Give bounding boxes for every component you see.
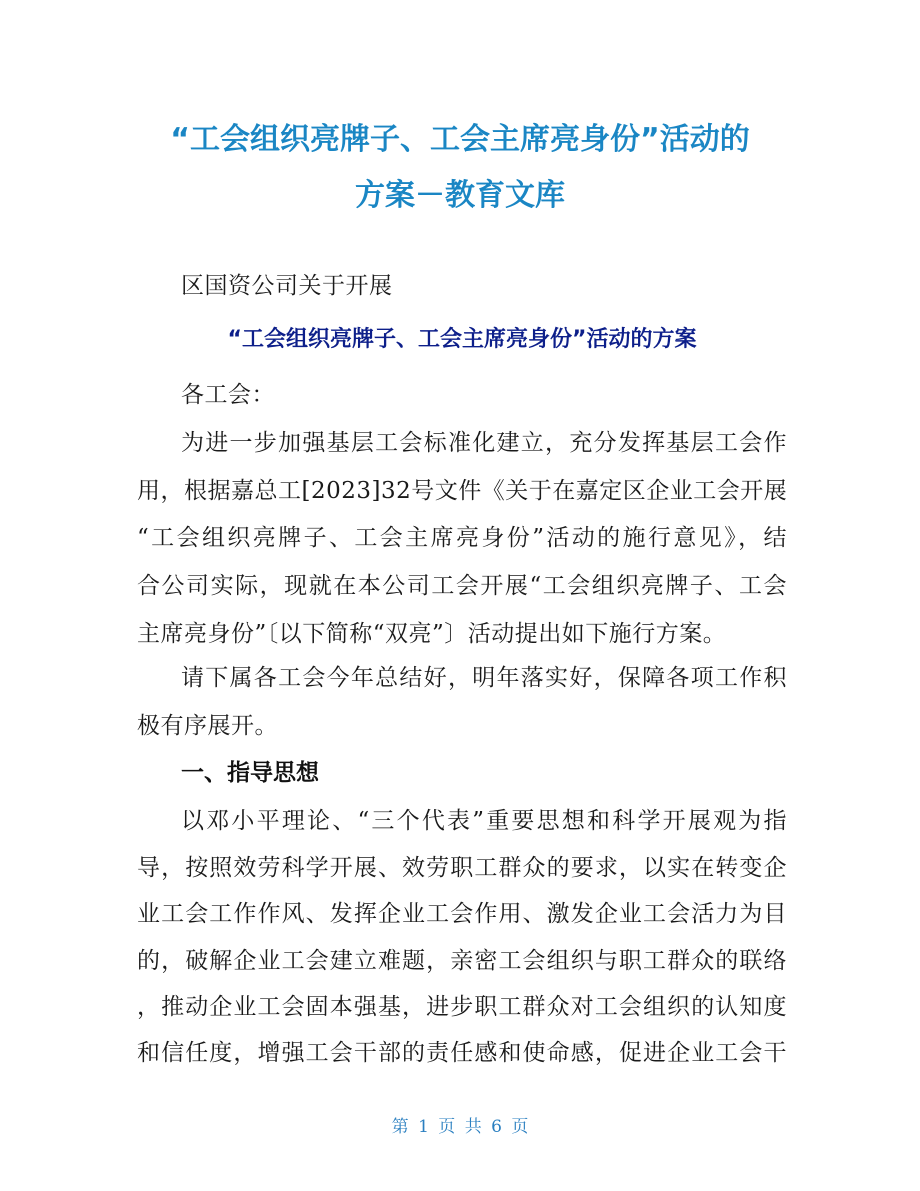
document-subtitle: “工会组织亮牌子、工会主席亮身份”活动的方案 xyxy=(227,327,697,352)
paragraph-3-line: 以邓小平理论、“三个代表”重要思想和科学开展观为指 xyxy=(181,808,787,834)
page-number-footer: 第 1 页 共 6 页 xyxy=(391,1117,529,1137)
document-title-line-1: “工会组织亮牌子、工会主席亮身份”活动的 xyxy=(170,122,750,157)
intro-line: 区国资公司关于开展 xyxy=(181,273,393,299)
paragraph-3-line: 和信任度，增强工会干部的责任感和使命感，促进企业工会干 xyxy=(137,1040,787,1066)
paragraph-3-line: ，推动企业工会固本强基，进步职工群众对工会组织的认知度 xyxy=(137,994,787,1020)
paragraph-3-line: 业工会工作作风、发挥企业工会作用、激发企业工会活力为目 xyxy=(137,901,787,927)
section-heading: 一、指导思想 xyxy=(181,760,319,786)
paragraph-1-line: “工会组织亮牌子、工会主席亮身份”活动的施行意见》，结 xyxy=(137,525,787,551)
paragraph-1-line: 为进一步加强基层工会标准化建立，充分发挥基层工会作 xyxy=(181,430,787,456)
paragraph-1-line: 合公司实际，现就在本公司工会开展“工会组织亮牌子、工会 xyxy=(137,573,787,599)
paragraph-3-line: 导，按照效劳科学开展、效劳职工群众的要求，以实在转变企 xyxy=(137,855,787,881)
document-title xyxy=(110,112,810,224)
paragraph-1-line: 用，根据嘉总工[2023]32号文件《关于在嘉定区企业工会开展 xyxy=(137,478,788,504)
paragraph-2-line: 请下属各工会今年总结好，明年落实好，保障各项工作积 xyxy=(181,665,787,691)
salutation: 各工会： xyxy=(181,382,275,408)
paragraph-2-line: 极有序展开。 xyxy=(137,713,278,739)
paragraph-1-line: 主席亮身份”〔以下简称“双亮”〕活动提出如下施行方案。 xyxy=(137,621,727,647)
document-title-line-2: 方案－教育文库 xyxy=(355,178,565,213)
paragraph-3-line: 的，破解企业工会建立难题，亲密工会组织与职工群众的联络 xyxy=(137,948,787,974)
